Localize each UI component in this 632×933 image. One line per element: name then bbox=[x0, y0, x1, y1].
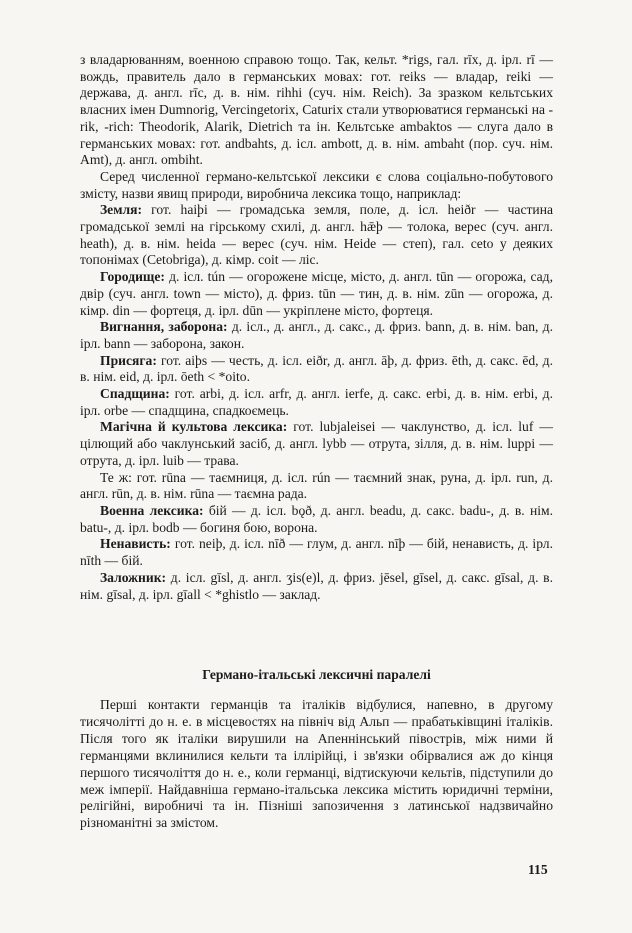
entry-zalozhnyk bbox=[80, 570, 553, 603]
entry-voienna bbox=[80, 503, 553, 536]
entry-text: бій — д. ісл. bǫð, д. англ. beadu, д. сакс. badu-, д. в. нім. batu-, д. ірл. bodb — богиня бою, ворона. bbox=[80, 502, 553, 535]
entry-term: Заложник: bbox=[100, 569, 167, 585]
entry-term: Спадщина: bbox=[100, 386, 170, 402]
entry-spadshchyna bbox=[80, 386, 553, 419]
entry-horodyshche bbox=[80, 269, 553, 319]
entry-text: гот. arbi, д. ісл. arfr, д. англ. ierfe, д. сакс. erbi, д. в. нім. erbi, д. ірл. orbe — спадщина, спадкоємець. bbox=[80, 386, 553, 418]
entry-term: Магічна й культова лексика: bbox=[100, 419, 288, 435]
entry-mahichna bbox=[80, 419, 553, 469]
intro-paragraph-1: з владарюванням, военною справою тощо. Так, кельт. *rigs, гал. rīx, д. ірл. rī — вождь, правитель дало в германських мовах: гот. reiks — владар, reiki — держава, д. англ. rīc, д. в. нім. rihhi (суч. нім. Reich). За зразком кельтських власних імен Dumnorig, Vercingetorix, Caturix стали утворюватися германські на -rik, -rich: Theodorik, Alarik, Dietrich та ін. Кельтське ambaktos — слуга дало в германських мовах: гот. andbahts, д. ісл. ambott, д. в. нім. ambaht (пор. суч. нім. Amt), д. англ. ombiht. bbox=[80, 52, 553, 168]
entry-term: Присяга: bbox=[100, 352, 157, 368]
entry-text: гот. neiþ, д. ісл. nīð — глум, д. англ. nīþ — бій, ненависть, д. ірл. nīth — бій. bbox=[80, 536, 553, 569]
entry-vyhnannia bbox=[80, 319, 553, 352]
entry-zemlia bbox=[80, 202, 553, 269]
entry-term: Городище: bbox=[100, 269, 165, 285]
entry-text: д. ісл. gīsl, д. англ. ʒis(e)l, д. фриз. jēsel, gīsel, д. сакс. gīsal, д. в. нім. gīsal, д. ірл. gīall < *ghistlo — заклад. bbox=[80, 569, 553, 602]
entry-term: Вигнання, заборона: bbox=[100, 319, 228, 335]
entry-text: д. ісл. tún — огорожене місце, місто, д. англ. tūn — огорожа, сад, двір (суч. англ. town — місто), д. фриз. tūn — тин, д. в. нім. zūn — огорожа, д. кімр. din — фортеця, д. ірл. dūn — укріплене місто, фортеця. bbox=[80, 269, 553, 318]
entry-prysiaha bbox=[80, 353, 553, 386]
entry-text: гот. lubjaleisei — чаклунство, д. ісл. luf — цілющий або чаклунський засіб, д. англ. lybb — отрута, зілля, д. в. нім. luppi — отрута, д. ірл. luib — трава. bbox=[80, 419, 553, 468]
page-number: 115 bbox=[528, 862, 548, 877]
entry-text: Те ж: гот. rūna — таємниця, д. ісл. rún — таємний знак, руна, д. ірл. run, д. англ. rūn, д. в. нім. rūna — таємна рада. bbox=[80, 469, 553, 502]
section-text bbox=[80, 697, 553, 832]
entry-term: Военна лексика: bbox=[100, 502, 204, 518]
entry-text: гот. haiþi — громадська земля, поле, д. ісл. heiðr — частина громадської землі на гірському схилі, д. англ. hǣþ — толока, верес (суч. англ. heath), д. в. нім. heida — верес (суч. нім. Heide — степ), гал. ceto у деяких топонімах (Cetobriga), д. кімр. coit — ліс. bbox=[80, 202, 553, 268]
entry-term: Ненависть: bbox=[100, 536, 171, 552]
main-text bbox=[80, 52, 553, 603]
section-paragraph-1: Перші контакти германців та італіків відбулися, напевно, в другому тисячолітті до н. е. в місцевостях на північ від Альп — прабатьківщині італіків. Після того як італіки вирушили на Апеннінський півострів, між ними й германцями вклинилися кельти та іллірійці, і зв'язки обірвалися аж до кінця першого тисячоліття до н. е., коли германці, відтискуючи кельтів, підступили до меж імперії. Найдавніша германо-італьська лексика містить юридичні терміни, релігійні, виробничі та ін. Пізніші запозичення з латинської надзвичайно різноманітні за змістом. bbox=[80, 697, 553, 831]
entry-text: д. ісл., д. англ., д. сакс., д. фриз. bann, д. в. нім. ban, д. ірл. bann — заборона, закон. bbox=[80, 319, 553, 351]
intro-paragraph-2: Серед численної германо-кельтської лексики є слова соціально-побутового змісту, назви явищ природи, виробнича лексика тощо, наприклад: bbox=[80, 168, 553, 201]
entry-nenavyst bbox=[80, 536, 553, 569]
entry-term: Земля: bbox=[100, 202, 142, 218]
section-heading: Германо-італьські лексичні паралелі bbox=[202, 667, 431, 682]
entry-te-zh bbox=[80, 470, 553, 503]
entry-text: гот. aiþs — честь, д. ісл. eiðr, д. англ. āþ, д. фриз. ēth, д. сакс. ēd, д. в. нім. eid, д. ірл. ōeth < *oito. bbox=[80, 352, 553, 385]
